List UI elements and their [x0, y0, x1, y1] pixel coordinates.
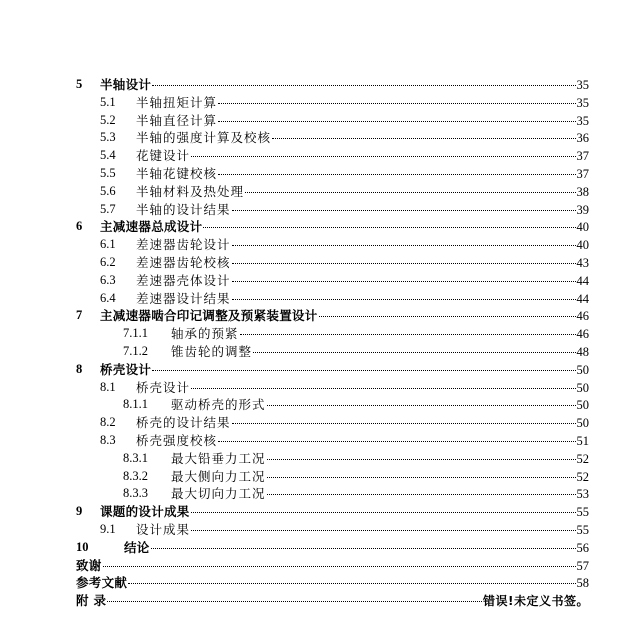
toc-entry-line: [136, 290, 589, 309]
toc-entry-title: 锥齿轮的调整: [171, 343, 253, 359]
toc-entry-title: 最大侧向力工况: [171, 468, 266, 484]
toc-entry-title: 主减速器啮合印记调整及预紧装置设计: [100, 308, 318, 324]
dot-leader: [191, 530, 575, 531]
toc-entry-line: [136, 147, 589, 166]
toc-entry-page: 51: [576, 433, 589, 448]
toc-entry[interactable]: [0, 307, 635, 325]
toc-entry-page: 58: [576, 576, 589, 591]
dot-leader: [245, 192, 575, 193]
toc-entry[interactable]: [0, 147, 635, 165]
toc-entry-line: [171, 450, 589, 469]
toc-entry-page: 44: [576, 273, 589, 288]
toc-entry[interactable]: [0, 379, 635, 397]
toc-entry-title: 驱动桥壳的形式: [171, 397, 266, 413]
dot-leader: [232, 281, 576, 282]
toc-entry[interactable]: [0, 201, 635, 219]
dot-leader: [191, 388, 575, 389]
toc-entry[interactable]: [0, 129, 635, 147]
toc-entry-line: [100, 218, 589, 237]
toc-entry-line: [136, 165, 589, 184]
dot-leader: [253, 352, 575, 353]
toc-entry-page: 38: [576, 184, 589, 199]
toc-entry-line: [100, 361, 589, 380]
dot-leader: [203, 227, 575, 228]
toc-entry-title: 差速器齿轮设计: [136, 237, 231, 253]
toc-entry-line: [136, 432, 589, 451]
toc-entry-line: [124, 539, 589, 558]
toc-entry[interactable]: [0, 574, 635, 592]
toc-entry-number: 5.5: [100, 165, 116, 180]
toc-entry-title: 半轴扭矩计算: [136, 94, 218, 110]
toc-entry[interactable]: [0, 539, 635, 557]
toc-entry-title: 半轴材料及热处理: [136, 183, 245, 199]
dot-leader: [107, 601, 482, 602]
toc-entry-number: 5: [76, 77, 83, 91]
toc-entry[interactable]: [0, 218, 635, 236]
toc-entry[interactable]: [0, 450, 635, 468]
dot-leader: [191, 156, 575, 157]
toc-entry-line: [76, 592, 589, 611]
toc-entry-title: 桥壳的设计结果: [136, 415, 231, 431]
toc-entry[interactable]: [0, 325, 635, 343]
toc-entry-title: 最大切向力工况: [171, 486, 266, 502]
toc-entry-title: 差速器齿轮校核: [136, 254, 231, 270]
dot-leader: [232, 299, 576, 300]
toc-entry-line: [171, 396, 589, 415]
dot-leader: [267, 405, 576, 406]
toc-entry-page: 57: [576, 558, 589, 573]
toc-entry-page: 50: [576, 416, 589, 431]
toc-entry-line: [136, 94, 589, 113]
toc-entry[interactable]: [0, 272, 635, 290]
toc-entry-title: 附 录: [76, 593, 107, 609]
dot-leader: [267, 494, 576, 495]
toc-entry-line: [76, 557, 589, 576]
toc-entry-number: 9: [76, 504, 83, 519]
toc-entry-line: [136, 201, 589, 220]
toc-entry-title: 差速器设计结果: [136, 290, 231, 306]
toc-entry-number: 7.1.2: [123, 343, 148, 358]
toc-entry[interactable]: [0, 396, 635, 414]
toc-entry-page: 46: [576, 327, 589, 342]
toc-entry-title: 致谢: [76, 557, 102, 573]
toc-entry-title: 桥壳设计: [100, 361, 152, 377]
toc-entry-number: 10: [76, 539, 89, 554]
toc-entry-line: [100, 503, 589, 522]
toc-entry-number: 5.2: [100, 112, 116, 127]
toc-entry-title: 课题的设计成果: [100, 504, 190, 520]
toc-entry-page: 55: [576, 505, 589, 520]
dot-leader: [267, 477, 576, 478]
toc-entry[interactable]: [0, 290, 635, 308]
toc-entry-page: 40: [576, 238, 589, 253]
dot-leader: [151, 548, 576, 549]
toc-entry-page: 44: [576, 291, 589, 306]
toc-entry[interactable]: [0, 468, 635, 486]
toc-entry-title: 结论: [124, 539, 150, 555]
toc-entry-line: [100, 76, 589, 95]
dot-leader: [218, 121, 575, 122]
toc-entry-number: 6.3: [100, 272, 116, 287]
toc-entry[interactable]: [0, 521, 635, 539]
toc-entry-page: 40: [576, 220, 589, 235]
toc-entry[interactable]: [0, 254, 635, 272]
toc-entry-error: 错误!未定义书签。: [483, 594, 589, 609]
toc-entry-page: 52: [576, 451, 589, 466]
toc-entry[interactable]: [0, 76, 635, 94]
toc-entry[interactable]: [0, 414, 635, 432]
toc-entry-line: [136, 129, 589, 148]
dot-leader: [218, 103, 575, 104]
dot-leader: [232, 423, 576, 424]
toc-entry-number: 5.3: [100, 130, 116, 145]
toc-entry-number: 8.3.2: [123, 468, 148, 483]
toc-entry-line: [171, 343, 589, 362]
toc-entry-page: 55: [576, 522, 589, 537]
dot-leader: [319, 316, 576, 317]
toc-entry-number: 8.3.1: [123, 450, 148, 465]
toc-entry[interactable]: [0, 557, 635, 575]
toc-entry-number: 8.3.3: [123, 486, 148, 501]
dot-leader: [267, 459, 576, 460]
toc-entry-page: 48: [576, 344, 589, 359]
toc-entry[interactable]: [0, 503, 635, 521]
dot-leader: [103, 566, 576, 567]
dot-leader: [152, 85, 575, 86]
toc-entry[interactable]: [0, 112, 635, 130]
toc-entry-line: [136, 379, 589, 398]
dot-leader: [218, 441, 575, 442]
toc-entry-number: 5.7: [100, 201, 116, 216]
toc-entry[interactable]: [0, 183, 635, 201]
toc-entry-number: 8.1.1: [123, 397, 148, 412]
dot-leader: [128, 583, 575, 584]
toc-entry-title: 半轴设计: [100, 77, 152, 92]
toc-entry-number: 8.1: [100, 379, 116, 394]
toc-entry[interactable]: [0, 592, 635, 610]
toc-entry-title: 花键设计: [136, 148, 191, 164]
toc-entry-page: 52: [576, 469, 589, 484]
toc-entry-page: 36: [576, 131, 589, 146]
toc-entry-page: 35: [576, 78, 589, 92]
toc-entry[interactable]: [0, 165, 635, 183]
toc-entry-page: 50: [576, 362, 589, 377]
toc-entry-page: 53: [576, 487, 589, 502]
toc-entry-title: 最大铅垂力工况: [171, 450, 266, 466]
toc-entry-number: 8.2: [100, 415, 116, 430]
toc-entry-page: 46: [576, 309, 589, 324]
toc-entry[interactable]: [0, 432, 635, 450]
toc-entry-line: [136, 236, 589, 255]
table-of-contents: [0, 76, 635, 610]
toc-entry-number: 7.1.1: [123, 326, 148, 341]
toc-entry-title: 轴承的预紧: [171, 326, 239, 342]
toc-entry-line: [136, 254, 589, 273]
toc-entry-line: [171, 485, 589, 504]
toc-entry-line: [136, 414, 589, 433]
toc-entry-number: 5.4: [100, 148, 116, 163]
dot-leader: [232, 210, 576, 211]
toc-entry-number: 5.1: [100, 94, 116, 109]
toc-entry-page: 39: [576, 202, 589, 217]
toc-entry-page: 50: [576, 380, 589, 395]
toc-entry-number: 9.1: [100, 521, 116, 536]
toc-entry-title: 半轴花键校核: [136, 165, 218, 181]
toc-entry-title: 半轴的强度计算及校核: [136, 130, 272, 146]
toc-entry-title: 半轴的设计结果: [136, 201, 231, 217]
toc-entry-title: 半轴直径计算: [136, 112, 218, 128]
toc-entry-line: [136, 183, 589, 202]
toc-entry-page: 35: [576, 95, 589, 110]
toc-entry-title: 主减速器总成设计: [100, 219, 203, 235]
toc-entry[interactable]: [0, 236, 635, 254]
toc-entry-line: [136, 521, 589, 540]
dot-leader: [240, 334, 576, 335]
toc-entry-line: [136, 272, 589, 291]
toc-entry-page: 37: [576, 149, 589, 164]
dot-leader: [191, 512, 576, 513]
toc-entry-number: 8.3: [100, 432, 116, 447]
toc-entry-number: 6.2: [100, 254, 116, 269]
toc-entry-page: 37: [576, 166, 589, 181]
toc-entry[interactable]: [0, 485, 635, 503]
dot-leader: [232, 245, 576, 246]
toc-entry-title: 设计成果: [136, 521, 191, 537]
toc-entry-page: 50: [576, 398, 589, 413]
toc-entry-line: [171, 468, 589, 487]
toc-entry-line: [100, 307, 589, 326]
toc-entry-title: 桥壳设计: [136, 379, 191, 395]
toc-entry-line: [171, 325, 589, 344]
toc-entry-line: [136, 112, 589, 131]
dot-leader: [272, 138, 575, 139]
toc-entry[interactable]: [0, 343, 635, 361]
toc-entry-title: 差速器壳体设计: [136, 272, 231, 288]
dot-leader: [152, 370, 575, 371]
toc-entry-number: 6.1: [100, 237, 116, 252]
dot-leader: [218, 174, 575, 175]
toc-entry-number: 5.6: [100, 183, 116, 198]
toc-entry-page: 35: [576, 113, 589, 128]
toc-entry-title: 参考文献: [76, 575, 128, 591]
toc-entry-page: 56: [576, 540, 589, 555]
toc-entry-number: 6: [76, 219, 83, 234]
toc-entry-page: 43: [576, 255, 589, 270]
dot-leader: [232, 263, 576, 264]
toc-entry-title: 桥壳强度校核: [136, 432, 218, 448]
toc-entry-number: 7: [76, 308, 83, 323]
toc-entry[interactable]: [0, 361, 635, 379]
toc-entry-number: 8: [76, 361, 83, 376]
toc-entry[interactable]: [0, 94, 635, 112]
toc-entry-line: [76, 574, 589, 593]
toc-entry-number: 6.4: [100, 290, 116, 305]
